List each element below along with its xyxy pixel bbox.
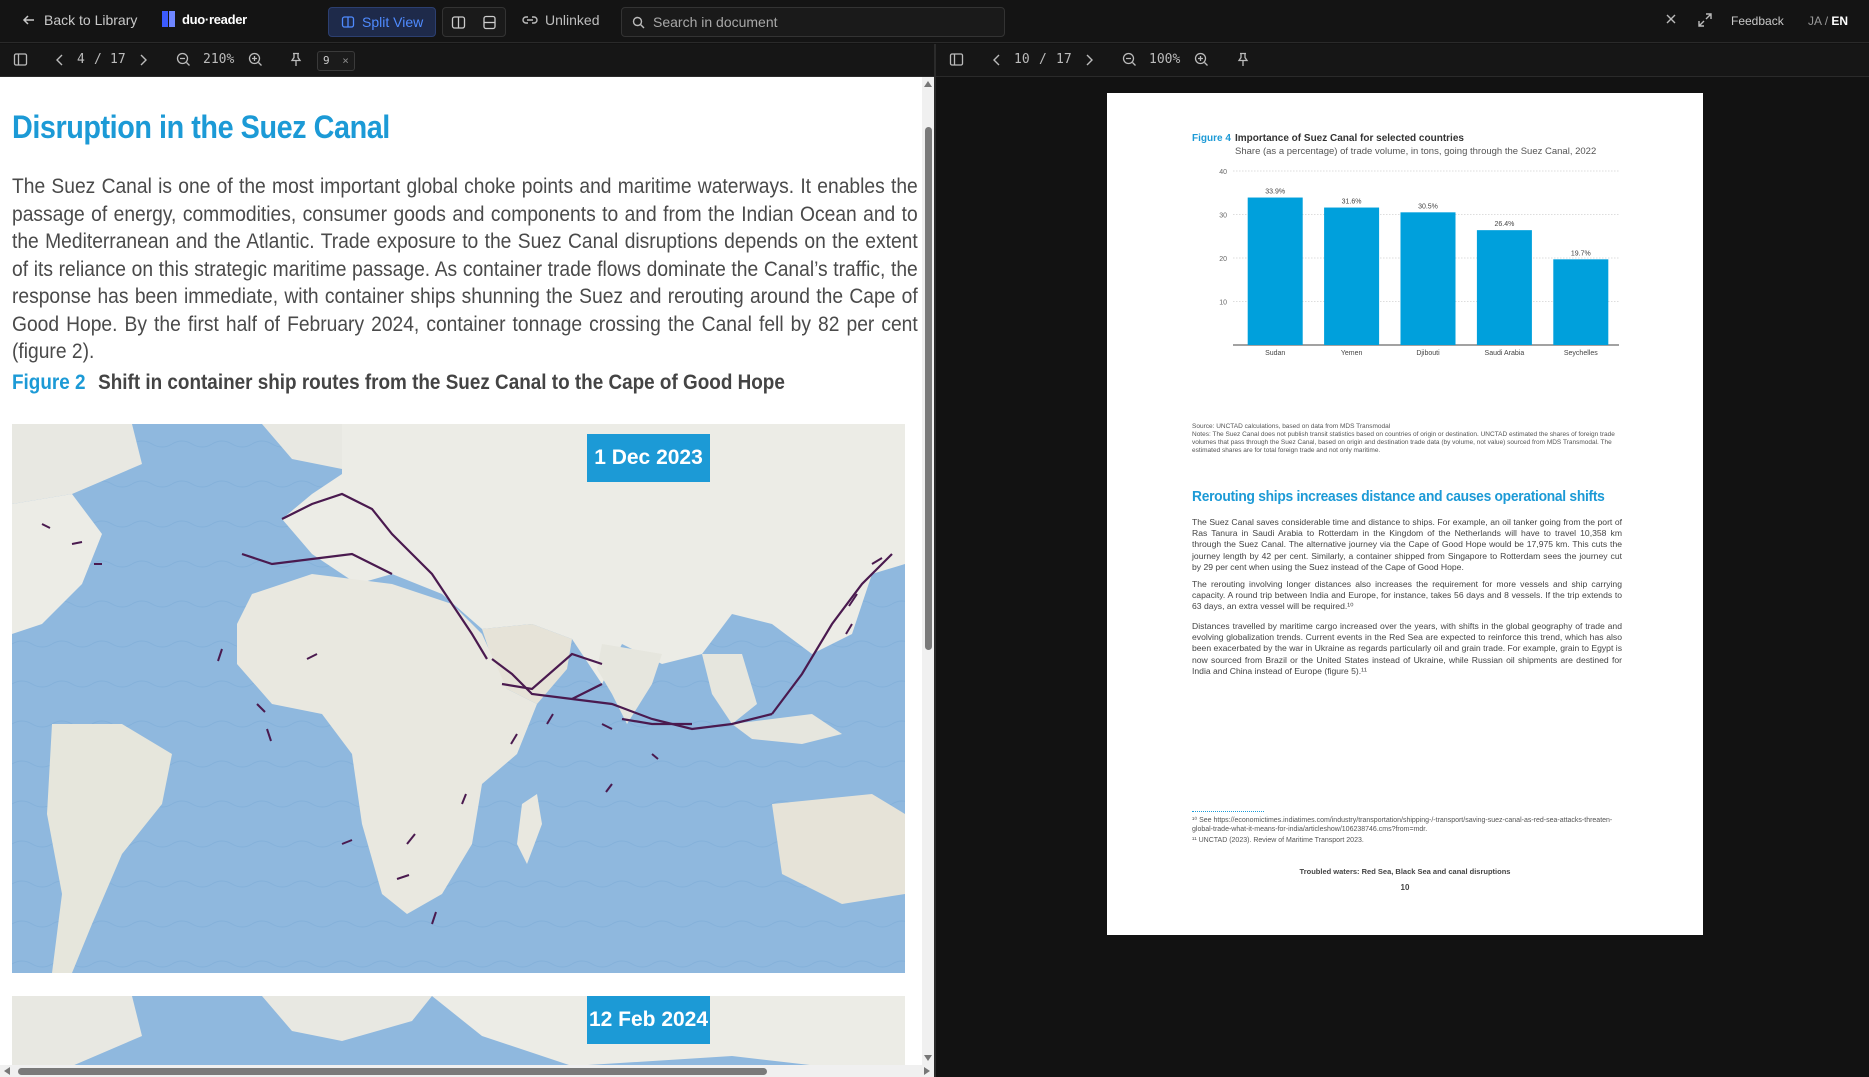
- y-tick-label: 30: [1219, 212, 1227, 220]
- figure-title: Importance of Suez Canal for selected countries: [1235, 133, 1464, 144]
- figure-title: Shift in container ship routes from the Suez Canal to the Cape of Good Hope: [98, 371, 785, 394]
- scroll-up-arrow[interactable]: [924, 81, 932, 87]
- back-to-library-button[interactable]: [22, 12, 137, 28]
- page-separator: /: [94, 52, 102, 67]
- pin-icon[interactable]: [1236, 52, 1250, 67]
- pinned-page-number: 9: [323, 54, 330, 67]
- notes-line: Notes: The Suez Canal does not publish transit statistics based on countries of origin or destination. UNCTAD estimated the shares of foreign trade volumes that pass through the Suez Canal, based on origin and destination trade data (by volume, not value) sourced from MDS Transmodal. The estimated shares are for total foreign trade and not only maritime.: [1192, 431, 1615, 454]
- layout-toggle-group: [442, 7, 506, 37]
- stacked-icon[interactable]: [482, 15, 497, 30]
- figure-number: Figure 2: [12, 371, 86, 394]
- lang-ja[interactable]: JA: [1808, 14, 1822, 28]
- zoom-out-icon[interactable]: [1122, 52, 1137, 67]
- lang-en[interactable]: EN: [1831, 14, 1849, 28]
- map-date-badge: 1 Dec 2023: [587, 434, 710, 482]
- columns-icon: [341, 15, 355, 29]
- scroll-down-arrow[interactable]: [924, 1055, 932, 1061]
- lang-separator: /: [1824, 14, 1829, 28]
- y-tick-label: 40: [1219, 169, 1227, 176]
- bar-value-label: 19.7%: [1570, 250, 1591, 258]
- language-switch[interactable]: [1808, 14, 1848, 28]
- route-map-feb-2024: [12, 996, 905, 1065]
- page-current[interactable]: 10: [1014, 52, 1030, 67]
- unlinked-label: Unlinked: [545, 12, 600, 28]
- bar-value-label: 26.4%: [1494, 221, 1515, 229]
- section-heading: Rerouting ships increases distance and causes operational shifts: [1192, 488, 1605, 505]
- scroll-thumb[interactable]: [18, 1068, 767, 1075]
- top-bar: [0, 0, 1869, 43]
- search-input[interactable]: [653, 14, 983, 30]
- paragraph: The rerouting involving longer distances also increases the requirement for more vessels and ship carrying capacity. A round trip between India and Europe, for instance, takes 56 days and 8 vessels. If the trip extends to 63 days, an extra vessel will be required.¹⁰: [1192, 579, 1622, 612]
- prev-page-icon[interactable]: [992, 54, 1002, 66]
- y-tick-label: 20: [1219, 256, 1227, 263]
- prev-page-icon[interactable]: [55, 54, 65, 66]
- map-date-badge: 12 Feb 2024: [587, 996, 710, 1044]
- zoom-in-icon[interactable]: [248, 52, 263, 67]
- vertical-scrollbar[interactable]: [922, 77, 934, 1065]
- world-map-image: [12, 996, 905, 1065]
- zoom-level: 210%: [203, 52, 235, 67]
- section-title: Disruption in the Suez Canal: [12, 109, 390, 145]
- figure-caption: [12, 371, 785, 395]
- pinned-chip-close[interactable]: ×: [342, 54, 349, 67]
- bar-value-label: 30.5%: [1418, 203, 1438, 211]
- bar-value-label: 33.9%: [1265, 188, 1286, 196]
- x-tick-label: Yemen: [1340, 350, 1363, 357]
- page-current[interactable]: 4: [77, 52, 85, 67]
- logo-mark-icon: [162, 11, 176, 27]
- figure-number: Figure 4: [1192, 133, 1231, 144]
- page-footer: Troubled waters: Red Sea, Black Sea and canal disruptions: [1299, 867, 1511, 876]
- search-box: [621, 7, 1005, 37]
- pinned-page-chip[interactable]: [317, 51, 355, 71]
- scroll-right-arrow[interactable]: [924, 1067, 930, 1075]
- pdf-page: [1107, 93, 1703, 935]
- bar-value-label: 31.6%: [1341, 198, 1362, 206]
- y-tick-label: 10: [1219, 299, 1227, 307]
- left-document-viewer[interactable]: [0, 77, 922, 1065]
- figure-source: [1192, 423, 1622, 455]
- x-tick-label: Seychelles: [1563, 350, 1598, 357]
- sidebar-toggle-icon[interactable]: [13, 52, 28, 67]
- x-tick-label: Djibouti: [1416, 350, 1440, 357]
- zoom-level: 100%: [1149, 52, 1181, 67]
- page-total: 17: [1056, 52, 1072, 67]
- x-tick-label: Sudan: [1265, 350, 1286, 357]
- split-view-label: Split View: [362, 14, 424, 30]
- zoom-out-icon[interactable]: [176, 52, 191, 67]
- pin-icon[interactable]: [289, 52, 303, 67]
- bar: [1400, 212, 1455, 345]
- world-map-image: [12, 424, 905, 973]
- scroll-left-arrow[interactable]: [4, 1067, 10, 1075]
- footnote-divider: [1192, 811, 1264, 812]
- page-total: 17: [110, 52, 126, 67]
- close-icon[interactable]: [1664, 12, 1678, 26]
- bar: [1477, 230, 1532, 345]
- figure-subtitle: Share (as a percentage) of trade volume, in tons, going through the Suez Canal, 2022: [1235, 146, 1597, 157]
- unlinked-toggle[interactable]: [522, 12, 599, 28]
- paragraph: Distances travelled by maritime cargo increased over the years, with shifts in the global geography of trade and evolving globalization trends. Current events in the Red Sea are expected to reinforce this trend, which has also been exacerbated by the war in Ukraine as regards particularly oil and grain trade. For example, grain to Egypt is now sourced from Brazil or the United States instead of Ukraine, while Russian oil shipments are destined for India and China instead of Europe (figure 5).¹¹: [1192, 621, 1622, 676]
- page-number: 10: [1400, 883, 1410, 892]
- bar: [1553, 259, 1608, 345]
- x-tick-label: Saudi Arabia: [1484, 350, 1525, 357]
- page-separator: /: [1039, 52, 1047, 67]
- next-page-icon[interactable]: [1084, 54, 1094, 66]
- route-map-dec-2023: [12, 424, 905, 973]
- expand-icon[interactable]: [1697, 12, 1713, 28]
- arrow-left-icon: [22, 13, 36, 27]
- back-label: Back to Library: [44, 12, 138, 28]
- right-document-viewer[interactable]: [936, 77, 1869, 1077]
- search-icon: [632, 16, 645, 29]
- bar: [1324, 208, 1379, 345]
- footnote: ¹¹ UNCTAD (2023). Review of Maritime Transport 2023.: [1192, 837, 1364, 844]
- feedback-link[interactable]: Feedback: [1731, 14, 1784, 28]
- sidebar-toggle-icon[interactable]: [949, 52, 964, 67]
- logo-text: duo·reader: [182, 11, 247, 27]
- bar: [1248, 198, 1303, 345]
- paragraph: The Suez Canal saves considerable time and distance to ships. For example, an oil tanker going from the port of Ras Tanura in Saudi Arabia to Rotterdam in the Kingdom of the Netherlands will have to travel 10,358 km through the Suez Canal. The alternative journey via the Cape of Good Hope would be 17,975 km. This cuts the journey length by 42 per cent. Similarly, a container shipped from Singapore to Rotterdam sees the journey cut by 29 per cent when using the Suez instead of the Cape of Good Hope.: [1192, 517, 1622, 572]
- next-page-icon[interactable]: [138, 54, 148, 66]
- horizontal-scrollbar[interactable]: [0, 1065, 934, 1077]
- left-pane-toolbar: [0, 44, 934, 77]
- source-line: Source: UNCTAD calculations, based on data from MDS Transmodal: [1192, 423, 1391, 430]
- scroll-thumb[interactable]: [925, 127, 932, 650]
- right-pane-toolbar: [936, 44, 1869, 77]
- side-by-side-icon[interactable]: [451, 15, 466, 30]
- split-view-button[interactable]: [328, 7, 436, 37]
- footnote: ¹⁰ See https://economictimes.indiatimes.com/industry/transportation/shipping-/-transport/saving-suez-canal-as-red-sea-attacks-threaten-global-trade-what-it-means-for-india/articleshow/106238746.cms?from=mdr.: [1192, 817, 1613, 833]
- bar-chart: [1187, 163, 1627, 373]
- section-body: The Suez Canal is one of the most important global choke points and maritime waterways. It enables the passage of energy, commodities, consumer goods and components to and from the Indian Ocean and to the Mediterranean and the Atlantic. Trade exposure to the Suez Canal disruptions depends on the extent of its reliance on this strategic maritime passage. As container trade flows dominate the Canal’s traffic, the response has been immediate, with container ships shunning the Suez and rerouting around the Cape of Good Hope. By the first half of February 2024, container tonnage crossing the Canal fell by 82 per cent (figure 2).: [12, 174, 918, 363]
- zoom-in-icon[interactable]: [1194, 52, 1209, 67]
- app-logo: [162, 11, 247, 27]
- link-icon: [522, 14, 538, 26]
